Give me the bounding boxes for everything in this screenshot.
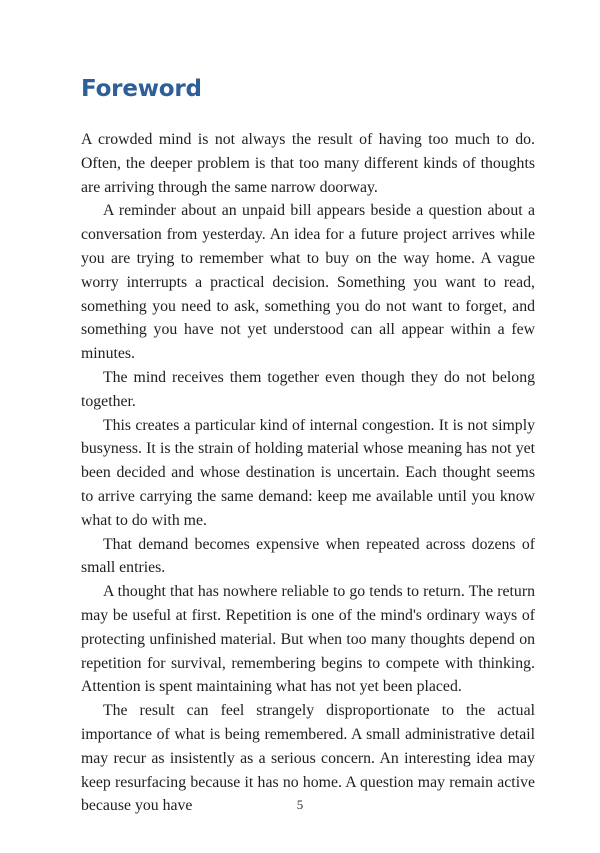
paragraph: A reminder about an unpaid bill appears beside a question about a conversation from yesterday. An idea for a future project arrives while you are trying to remember what to buy on the way home. A vague worry interrupts a practical decision. Something you want to read, something you need to ask, something you do not want to forget, and something you have not yet understood can all appear within a few minutes. <box>81 202 535 363</box>
paragraph: That demand becomes expensive when repeated across dozens of small entries. <box>81 535 535 577</box>
paragraph: The result can feel strangely disproportionate to the actual importance of what is being remembered. A small administrative detail may recur as insistently as a serious concern. An interesting idea may keep resurfacing because it has no home. A question may remain active because you have <box>81 702 535 815</box>
chapter-title: Foreword <box>81 76 202 102</box>
paragraph: A crowded mind is not always the result of having too much to do. Often, the deeper problem is that too many different kinds of thoughts are arriving through the same narrow doorway. <box>81 131 535 196</box>
body-text <box>81 128 535 818</box>
page-number: 5 <box>296 797 304 812</box>
paragraph: A thought that has nowhere reliable to go tends to return. The return may be useful at first. Repetition is one of the mind's ordinary ways of protecting unfinished material. But when too many thoughts depend on repetition for survival, remembering begins to compete with thinking. Attention is spent maintaining what has not yet been placed. <box>81 583 535 696</box>
paragraph: The mind receives them together even though they do not belong together. <box>81 368 535 410</box>
paragraph: This creates a particular kind of internal congestion. It is not simply busyness. It is the strain of holding material whose meaning has not yet been decided and whose destination is uncertain. Each thought seems to arrive carrying the same demand: keep me available until you know what to do with me. <box>81 416 535 529</box>
